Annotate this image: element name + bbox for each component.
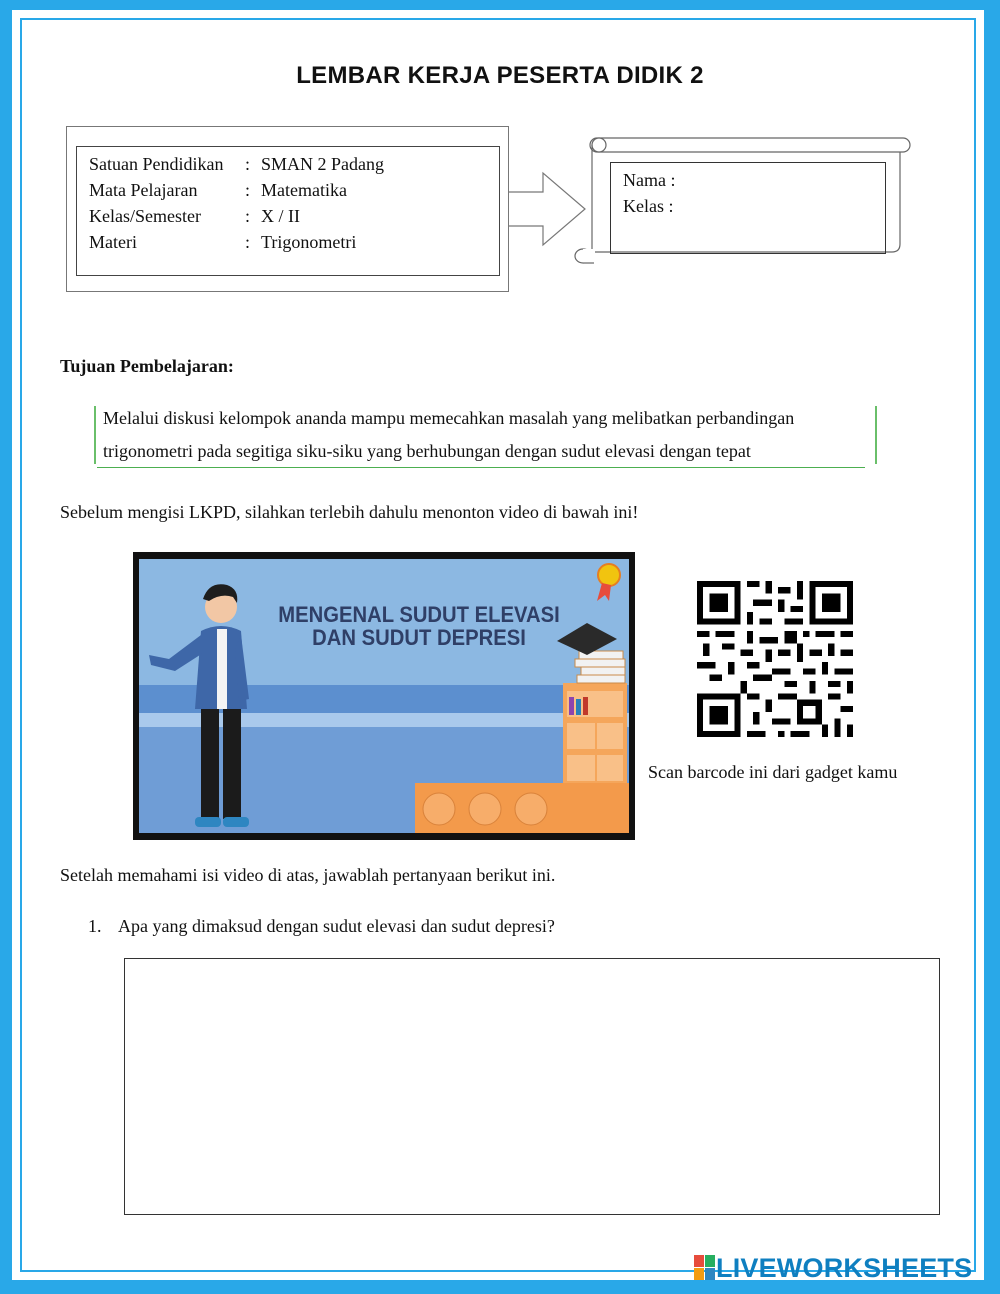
info-label: Satuan Pendidikan	[89, 154, 224, 174]
goal-underline	[97, 467, 865, 468]
goal-left-bar	[94, 406, 96, 464]
liveworksheets-logo	[694, 1254, 972, 1282]
info-value: SMAN 2 Padang	[261, 154, 385, 174]
goal-line-2: trigonometri pada segitiga siku-siku yang berhubungan dengan sudut elevasi dengan tepat	[103, 441, 751, 461]
info-colon: :	[245, 154, 251, 174]
info-colon: :	[245, 206, 251, 226]
info-value: Trigonometri	[261, 232, 357, 252]
class-label: Kelas :	[623, 196, 674, 216]
intro-text: Sebelum mengisi LKPD, silahkan terlebih dahulu menonton video di bawah ini!	[60, 502, 639, 522]
video-title	[272, 603, 566, 649]
info-label: Materi	[89, 232, 137, 252]
question-number: 1.	[88, 916, 102, 936]
qr-caption: Scan barcode ini dari gadget kamu	[648, 762, 898, 782]
video-title-line-2: DAN SUDUT DEPRESI	[312, 625, 526, 650]
info-value: X / II	[261, 206, 300, 226]
video-frame[interactable]	[139, 559, 629, 833]
qr-code-icon[interactable]	[697, 581, 853, 737]
info-label: Kelas/Semester	[89, 206, 201, 226]
answer-box-1[interactable]	[124, 958, 940, 1215]
video-title-line-1: MENGENAL SUDUT ELEVASI	[278, 602, 560, 627]
goal-heading: Tujuan Pembelajaran:	[60, 356, 234, 376]
info-colon: :	[245, 232, 251, 252]
goal-line-1: Melalui diskusi kelompok ananda mampu memecahkan masalah yang melibatkan perbandingan	[103, 408, 795, 428]
worksheet-title: LEMBAR KERJA PESERTA DIDIK 2	[296, 62, 704, 89]
info-label: Mata Pelajaran	[89, 180, 198, 200]
live-logo-icon	[694, 1255, 716, 1281]
name-label: Nama :	[623, 170, 676, 190]
goal-right-bar	[875, 406, 877, 464]
question-text: Apa yang dimaksud dengan sudut elevasi dan sudut depresi?	[118, 916, 555, 936]
info-value: Matematika	[261, 180, 347, 200]
info-colon: :	[245, 180, 251, 200]
after-video-text: Setelah memahami isi video di atas, jawablah pertanyaan berikut ini.	[60, 865, 556, 885]
video-illustration	[139, 559, 629, 833]
brand-text: LIVEWORKSHEETS	[716, 1252, 973, 1283]
